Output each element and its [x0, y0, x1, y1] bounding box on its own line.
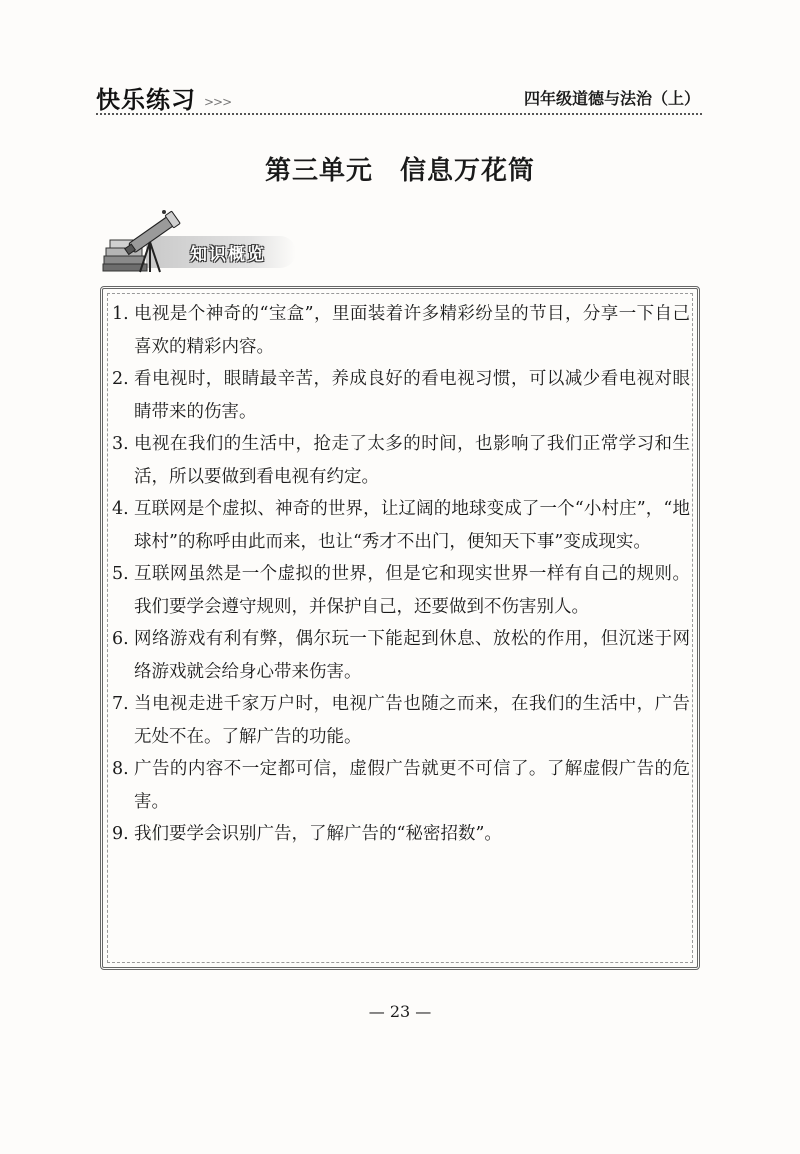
list-item [112, 818, 690, 851]
item-number: 8. [112, 759, 129, 779]
header-divider [96, 113, 702, 115]
series-title-text: 快乐练习 [96, 86, 196, 114]
item-text: 网络游戏有利有弊，偶尔玩一下能起到休息、放松的作用，但沉迷于网络游戏就会给身心带来伤害。 [134, 629, 690, 682]
item-text: 电视是个神奇的“宝盒”，里面装着许多精彩纷呈的节目，分享一下自己喜欢的精彩内容。 [134, 304, 690, 357]
section-banner [100, 206, 300, 278]
list-item [112, 558, 690, 623]
item-number: 3. [112, 434, 129, 454]
section-label: 知识概览 [190, 245, 266, 265]
chevron-right-icon: >>> [204, 94, 232, 109]
item-text: 互联网是个虚拟、神奇的世界，让辽阔的地球变成了一个“小村庄”，“地球村”的称呼由此而来，也让“秀才不出门，便知天下事”变成现实。 [134, 499, 690, 552]
list-item [112, 753, 690, 818]
item-text: 当电视走进千家万户时，电视广告也随之而来，在我们的生活中，广告无处不在。了解广告的功能。 [134, 694, 690, 747]
item-text: 广告的内容不一定都可信，虚假广告就更不可信了。了解虚假广告的危害。 [134, 759, 690, 812]
item-text: 互联网虽然是一个虚拟的世界，但是它和现实世界一样有自己的规则。我们要学会遵守规则，并保护自己，还要做到不伤害别人。 [134, 564, 690, 617]
page-header [96, 76, 700, 116]
list-item [112, 623, 690, 688]
item-number: 1. [112, 304, 129, 324]
list-item [112, 493, 690, 558]
item-number: 2. [112, 369, 129, 389]
item-text: 看电视时，眼睛最辛苦，养成良好的看电视习惯，可以减少看电视对眼睛带来的伤害。 [134, 369, 690, 422]
item-number: 7. [112, 694, 129, 714]
header-subject-title: 四年级道德与法治（上） [523, 89, 700, 108]
item-number: 5. [112, 564, 129, 584]
list-item [112, 428, 690, 493]
list-item [112, 363, 690, 428]
header-series-title [96, 80, 231, 115]
list-item [112, 688, 690, 753]
item-text: 我们要学会识别广告，了解广告的“秘密招数”。 [134, 824, 502, 844]
item-number: 4. [112, 499, 129, 519]
knowledge-list [112, 298, 690, 851]
telescope-books-icon [100, 206, 190, 278]
unit-title: 第三单元 信息万花筒 [264, 156, 535, 186]
list-item [112, 298, 690, 363]
item-text: 电视在我们的生活中，抢走了太多的时间，也影响了我们正常学习和生活，所以要做到看电视有约定。 [134, 434, 690, 487]
page-number: — 23 — [368, 1002, 432, 1021]
item-number: 6. [112, 629, 129, 649]
item-number: 9. [112, 824, 129, 844]
